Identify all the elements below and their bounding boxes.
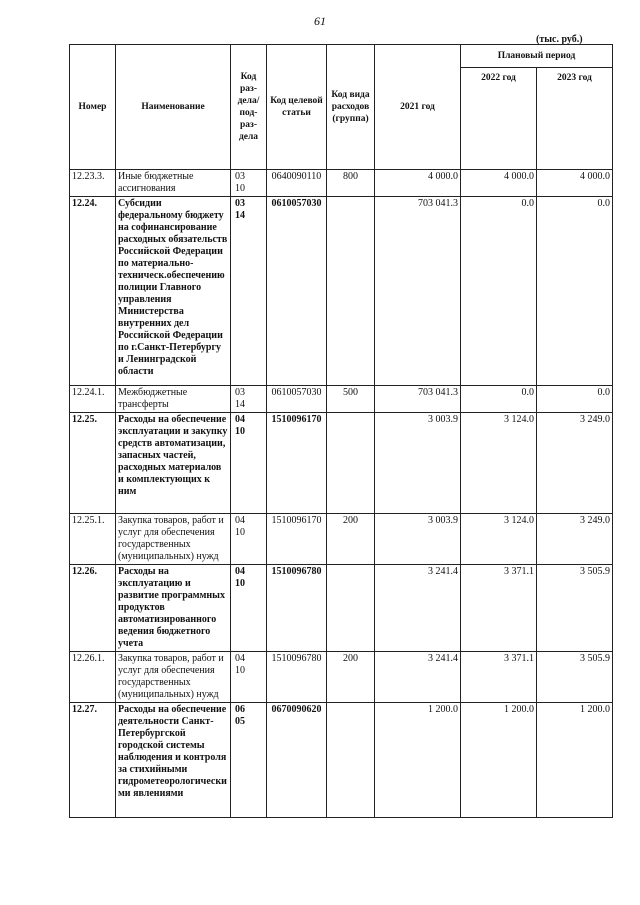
row-section-code (231, 170, 267, 197)
row-amount-2022: 3 124.0 (461, 413, 537, 514)
row-section: 04 (235, 414, 245, 425)
table-row (70, 386, 613, 413)
row-section-code (231, 652, 267, 703)
row-number: 12.24.1. (70, 386, 116, 413)
header-number: Номер (70, 45, 116, 170)
row-amount-2022: 0.0 (461, 386, 537, 413)
row-target: 1510096170 (267, 514, 327, 565)
row-name: Расходы на эксплуатацию и развитие программных продуктов автоматизированного ведения бюджетного учета (116, 565, 231, 652)
row-number: 12.23.3. (70, 170, 116, 197)
row-name: Расходы на обеспечение деятельности Санкт-Петербургской городской системы наблюдения и контроля за стихийными гидрометеорологически ми явлениями (116, 703, 231, 818)
header-section: Код раз- дела/ под- раз- дела (231, 45, 267, 170)
row-subsection: 10 (235, 183, 245, 194)
row-amount-2021: 3 241.4 (375, 652, 461, 703)
row-section-code (231, 565, 267, 652)
row-amount-2023: 0.0 (537, 197, 613, 386)
row-section: 03 (235, 171, 245, 182)
row-target: 1510096170 (267, 413, 327, 514)
row-target: 1510096780 (267, 565, 327, 652)
row-amount-2021: 703 041.3 (375, 197, 461, 386)
page-number: 61 (314, 14, 326, 28)
row-expense-type (327, 413, 375, 514)
row-section: 04 (235, 515, 245, 526)
row-name: Межбюджетные трансферты (116, 386, 231, 413)
row-target: 0610057030 (267, 386, 327, 413)
table-row (70, 652, 613, 703)
row-target: 0640090110 (267, 170, 327, 197)
table-row (70, 565, 613, 652)
row-section: 03 (235, 387, 245, 398)
row-name: Закупка товаров, работ и услуг для обеспечения государственных (муниципальных) нужд (116, 652, 231, 703)
row-section-code (231, 386, 267, 413)
row-expense-type (327, 703, 375, 818)
table-row (70, 703, 613, 818)
row-amount-2022: 3 371.1 (461, 652, 537, 703)
units-label: (тыс. руб.) (536, 34, 583, 45)
row-section-code (231, 703, 267, 818)
row-expense-type (327, 197, 375, 386)
row-name: Расходы на обеспечение эксплуатации и закупку средств автоматизации, запасных частей, расходных материалов и комплектующих к ним (116, 413, 231, 514)
row-section: 04 (235, 653, 245, 664)
row-number: 12.27. (70, 703, 116, 818)
row-number: 12.26. (70, 565, 116, 652)
header-year-2022: 2022 год (461, 68, 537, 170)
header-expense-type: Код вида расходов (группа) (327, 45, 375, 170)
table-row (70, 413, 613, 514)
table-row (70, 197, 613, 386)
row-amount-2021: 4 000.0 (375, 170, 461, 197)
row-expense-type: 800 (327, 170, 375, 197)
row-name: Иные бюджетные ассигнования (116, 170, 231, 197)
row-amount-2021: 1 200.0 (375, 703, 461, 818)
row-number: 12.24. (70, 197, 116, 386)
row-subsection: 10 (235, 527, 245, 538)
table-row (70, 514, 613, 565)
row-target: 1510096780 (267, 652, 327, 703)
row-section: 03 (235, 198, 245, 209)
row-section: 04 (235, 566, 245, 577)
row-number: 12.26.1. (70, 652, 116, 703)
header-year-2021: 2021 год (375, 45, 461, 170)
row-amount-2023: 3 505.9 (537, 652, 613, 703)
row-amount-2021: 3 241.4 (375, 565, 461, 652)
row-amount-2022: 0.0 (461, 197, 537, 386)
row-subsection: 10 (235, 426, 245, 437)
row-subsection: 14 (235, 399, 245, 410)
row-amount-2021: 3 003.9 (375, 413, 461, 514)
row-amount-2023: 3 249.0 (537, 413, 613, 514)
row-name: Субсидии федеральному бюджету на софинансирование расходных обязательств Российской Федерации по материально-техническ.обеспечению полиции Главного управления Министерства внутренних дел Российской Федерации по г.Санкт-Петербургу и Ленинградской области (116, 197, 231, 386)
row-amount-2023: 3 249.0 (537, 514, 613, 565)
budget-table (69, 44, 613, 818)
row-subsection: 05 (235, 716, 245, 727)
row-section-code (231, 197, 267, 386)
row-name: Закупка товаров, работ и услуг для обеспечения государственных (муниципальных) нужд (116, 514, 231, 565)
header-target: Код целевой статьи (267, 45, 327, 170)
header-year-2023: 2023 год (537, 68, 613, 170)
row-expense-type: 200 (327, 652, 375, 703)
row-expense-type: 500 (327, 386, 375, 413)
row-target: 0670090620 (267, 703, 327, 818)
row-amount-2023: 0.0 (537, 386, 613, 413)
row-amount-2021: 703 041.3 (375, 386, 461, 413)
row-amount-2022: 3 371.1 (461, 565, 537, 652)
row-amount-2023: 3 505.9 (537, 565, 613, 652)
row-expense-type (327, 565, 375, 652)
row-amount-2022: 4 000.0 (461, 170, 537, 197)
row-subsection: 10 (235, 665, 245, 676)
table-row (70, 170, 613, 197)
header-planning-period: Плановый период (461, 45, 613, 68)
row-subsection: 10 (235, 578, 245, 589)
row-section-code (231, 413, 267, 514)
row-number: 12.25. (70, 413, 116, 514)
row-target: 0610057030 (267, 197, 327, 386)
row-amount-2022: 1 200.0 (461, 703, 537, 818)
row-number: 12.25.1. (70, 514, 116, 565)
row-amount-2023: 4 000.0 (537, 170, 613, 197)
row-amount-2023: 1 200.0 (537, 703, 613, 818)
row-section: 06 (235, 704, 245, 715)
row-amount-2021: 3 003.9 (375, 514, 461, 565)
row-subsection: 14 (235, 210, 245, 221)
header-name: Наименование (116, 45, 231, 170)
row-amount-2022: 3 124.0 (461, 514, 537, 565)
row-section-code (231, 514, 267, 565)
row-expense-type: 200 (327, 514, 375, 565)
